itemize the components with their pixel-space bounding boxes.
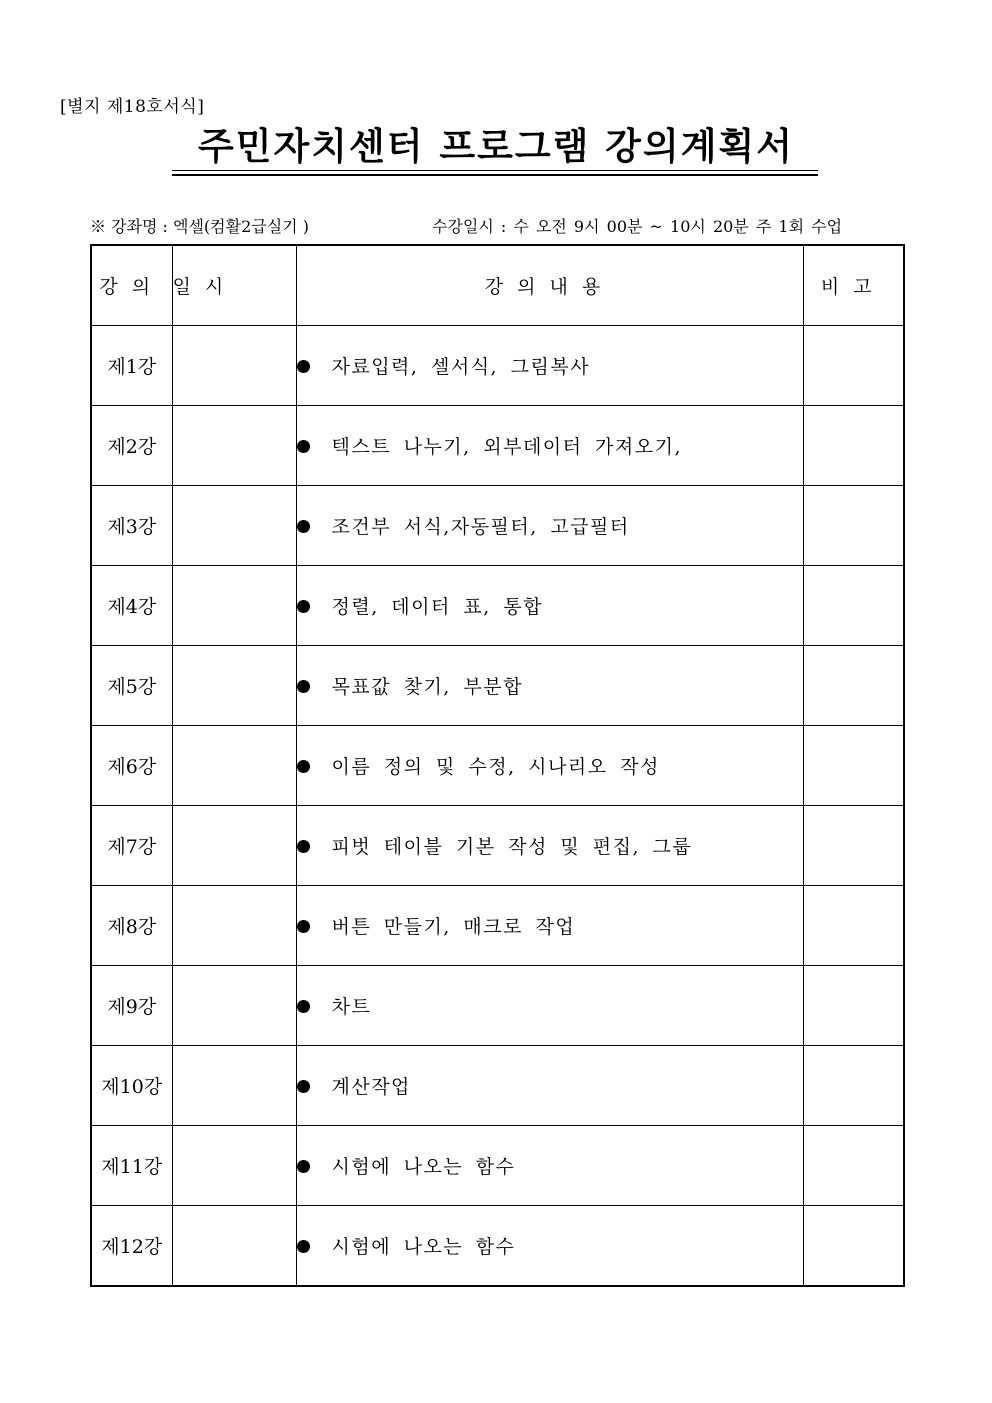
lecture-content-text: 조건부 서식,자동필터, 고급필터 <box>331 516 630 538</box>
lecture-remarks <box>803 486 904 566</box>
bullet-icon <box>297 840 310 853</box>
lecture-number: 제4강 <box>91 566 172 646</box>
lecture-remarks <box>803 1046 904 1126</box>
lecture-content <box>296 726 803 806</box>
lecture-content <box>296 966 803 1046</box>
lecture-number: 제12강 <box>91 1206 172 1287</box>
lecture-remarks <box>803 806 904 886</box>
lecture-content-text: 시험에 나오는 함수 <box>331 1156 516 1178</box>
bullet-icon <box>297 920 310 933</box>
lecture-content <box>296 566 803 646</box>
lecture-remarks <box>803 326 904 406</box>
bullet-icon <box>297 1080 310 1093</box>
table-row <box>91 1206 904 1287</box>
bullet-icon <box>297 680 310 693</box>
title-underline-thick <box>172 174 818 176</box>
table-body <box>91 326 904 1287</box>
lecture-content-text: 시험에 나오는 함수 <box>331 1236 516 1258</box>
table-row <box>91 966 904 1046</box>
lecture-content <box>296 806 803 886</box>
table-row <box>91 566 904 646</box>
bullet-icon <box>297 760 310 773</box>
lecture-content-text: 목표값 찾기, 부분합 <box>331 676 523 698</box>
header-lecture: 강의 <box>91 245 172 326</box>
lecture-date <box>172 726 296 806</box>
lecture-number: 제5강 <box>91 646 172 726</box>
bullet-icon <box>297 440 310 453</box>
bullet-icon <box>297 520 310 533</box>
lecture-number: 제8강 <box>91 886 172 966</box>
document-title: 주민자치센터 프로그램 강의계획서 <box>198 124 794 168</box>
lecture-date <box>172 806 296 886</box>
lecture-remarks <box>803 1206 904 1287</box>
lecture-content-text: 차트 <box>331 996 372 1018</box>
lecture-date <box>172 566 296 646</box>
table-row <box>91 486 904 566</box>
lecture-content <box>296 1046 803 1126</box>
lecture-remarks <box>803 566 904 646</box>
lecture-content <box>296 1126 803 1206</box>
table-row <box>91 1126 904 1206</box>
bullet-icon <box>297 360 310 373</box>
table-row <box>91 1046 904 1126</box>
course-name: ※ 강좌명 : 엑셀(컴활2급실기 ) <box>90 217 309 236</box>
bullet-icon <box>297 600 310 613</box>
lecture-content <box>296 326 803 406</box>
lecture-date <box>172 966 296 1046</box>
table-row <box>91 326 904 406</box>
lecture-content <box>296 646 803 726</box>
lecture-content <box>296 1206 803 1287</box>
lecture-content-text: 자료입력, 셀서식, 그림복사 <box>331 356 591 378</box>
lecture-content-text: 이름 정의 및 수정, 시나리오 작성 <box>331 756 660 778</box>
lecture-number: 제3강 <box>91 486 172 566</box>
lecture-remarks <box>803 966 904 1046</box>
lecture-content-text: 정렬, 데이터 표, 통합 <box>331 596 544 618</box>
lecture-remarks <box>803 1126 904 1206</box>
table-header-row <box>91 245 904 326</box>
lecture-remarks <box>803 406 904 486</box>
lecture-date <box>172 886 296 966</box>
lecture-content <box>296 486 803 566</box>
lecture-plan-table <box>90 244 905 1287</box>
lecture-number: 제7강 <box>91 806 172 886</box>
table-row <box>91 886 904 966</box>
bullet-icon <box>297 1000 310 1013</box>
lecture-number: 제11강 <box>91 1126 172 1206</box>
lecture-content <box>296 406 803 486</box>
header-remarks: 비고 <box>803 245 904 326</box>
lecture-content-text: 텍스트 나누기, 외부데이터 가져오기, <box>331 436 683 458</box>
lecture-date <box>172 1126 296 1206</box>
lecture-date <box>172 326 296 406</box>
header-date: 일시 <box>172 245 296 326</box>
lecture-number: 제9강 <box>91 966 172 1046</box>
lecture-date <box>172 486 296 566</box>
lecture-date <box>172 646 296 726</box>
lecture-date <box>172 1046 296 1126</box>
lecture-content-text: 피벗 테이블 기본 작성 및 편집, 그룹 <box>331 836 693 858</box>
lecture-number: 제6강 <box>91 726 172 806</box>
lecture-remarks <box>803 646 904 726</box>
table-row <box>91 646 904 726</box>
lecture-content-text: 버튼 만들기, 매크로 작업 <box>331 916 576 938</box>
lecture-number: 제10강 <box>91 1046 172 1126</box>
lecture-content-text: 계산작업 <box>331 1076 411 1098</box>
header-content: 강의내용 <box>296 245 803 326</box>
table-row <box>91 406 904 486</box>
title-underline-thin <box>172 170 818 171</box>
lecture-remarks <box>803 886 904 966</box>
table-row <box>91 726 904 806</box>
lecture-number: 제2강 <box>91 406 172 486</box>
lecture-number: 제1강 <box>91 326 172 406</box>
lecture-remarks <box>803 726 904 806</box>
bullet-icon <box>297 1160 310 1173</box>
bullet-icon <box>297 1240 310 1253</box>
form-number-label: [별지 제18호서식] <box>60 97 205 117</box>
class-schedule: 수강일시 : 수 오전 9시 00분 ~ 10시 20분 주 1회 수업 <box>432 217 843 236</box>
lecture-date <box>172 406 296 486</box>
lecture-date <box>172 1206 296 1287</box>
table-row <box>91 806 904 886</box>
lecture-content <box>296 886 803 966</box>
